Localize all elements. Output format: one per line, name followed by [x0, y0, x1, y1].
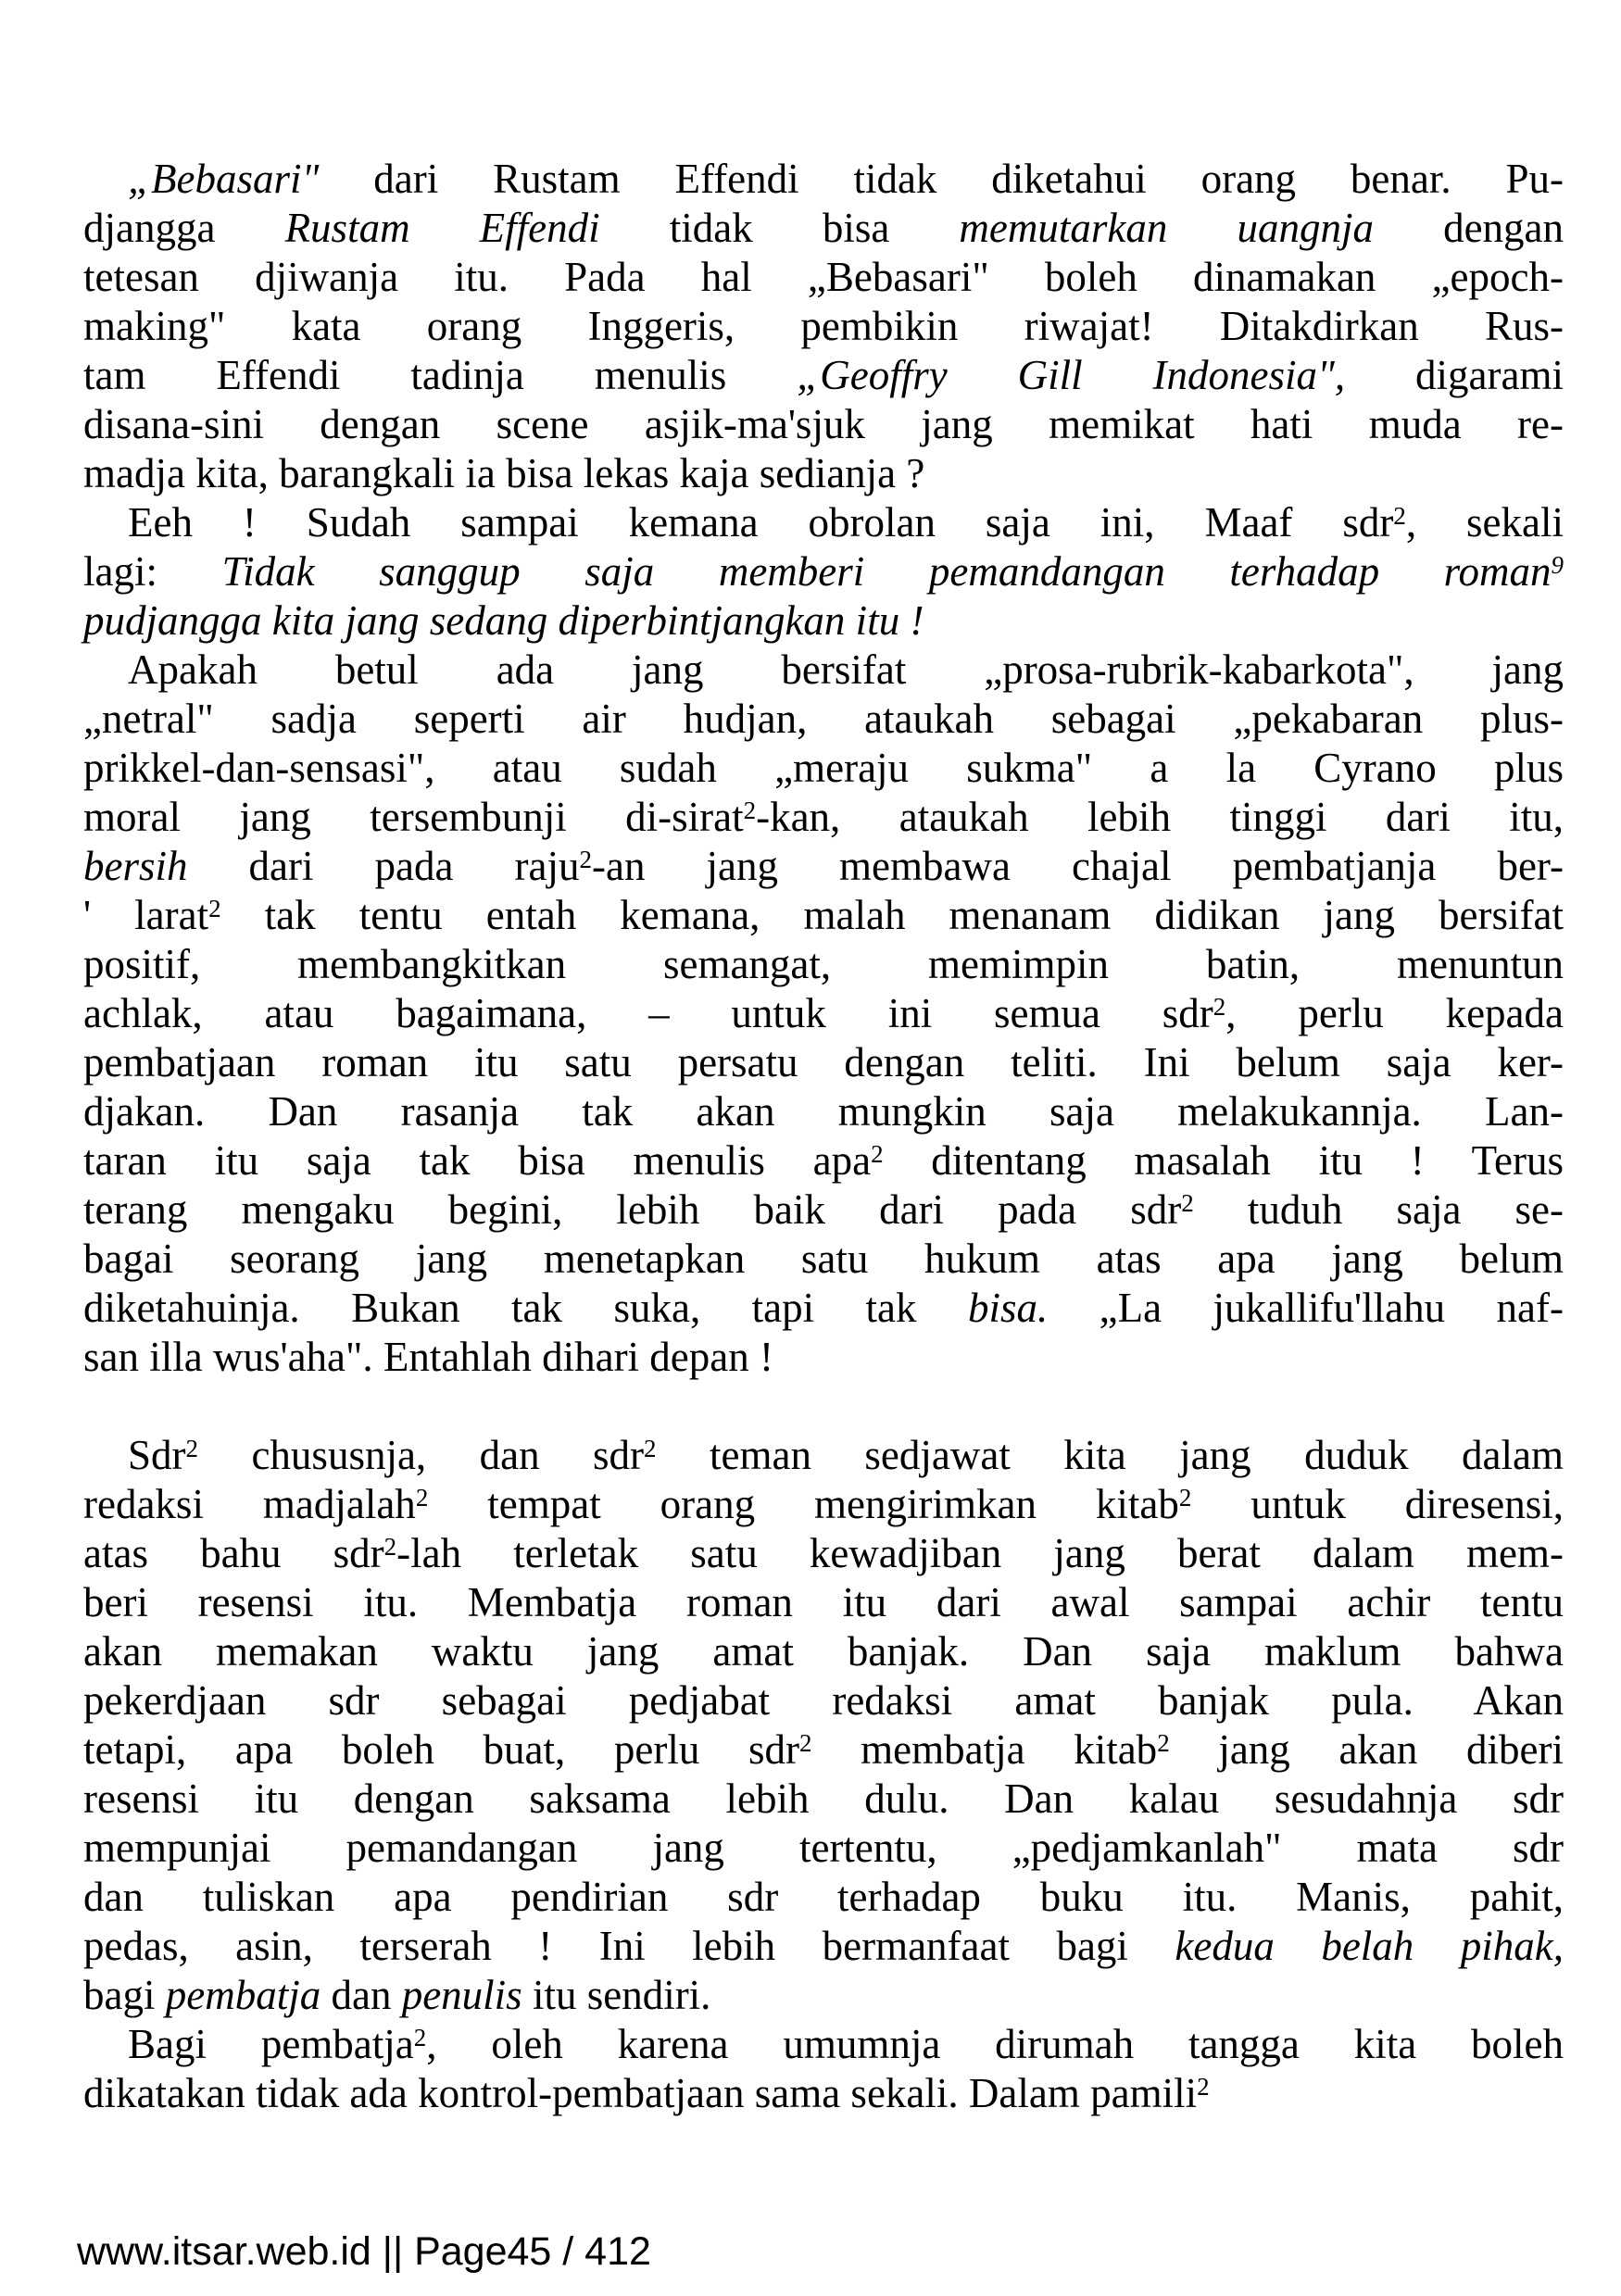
- superscript: 2: [413, 2023, 427, 2051]
- superscript: 2: [743, 796, 757, 824]
- superscript: 2: [383, 1532, 397, 1561]
- text-line-3: tetesan djiwanja itu. Pada hal „Bebasari" boleh dinamakan „epoch-: [83, 254, 1564, 300]
- text-line-13: prikkel-dan-sensasi", atau sudah „meraju sukma" a la Cyrano plus: [83, 745, 1564, 791]
- text-line-20: djakan. Dan rasanja tak akan mungkin saja melakukannja. Lan-: [83, 1088, 1564, 1135]
- text-line-32: tetapi, apa boleh buat, perlu sdr$^2$ membatja kitab$^2$ jang akan diberi: [83, 1726, 1564, 1773]
- text-line-34: mempunjai pemandangan jang tertentu, „pedjamkanlah" mata sdr: [83, 1825, 1564, 1871]
- text-line-29: beri resensi itu. Membatja roman itu dari awal sampai achir tentu: [83, 1579, 1564, 1625]
- text-line-33: resensi itu dengan saksama lebih dulu. Dan kalau sesudahnja sdr: [83, 1775, 1564, 1822]
- italic-text: bersih: [83, 843, 188, 889]
- superscript: 2: [1393, 501, 1406, 530]
- text-line-16: ' larat$^2$ tak tentu entah kemana, malah menanam didikan jang bersifat: [83, 892, 1564, 938]
- superscript: 2: [1213, 992, 1226, 1021]
- text-line-7: madja kita, barangkali ia bisa lekas kaja sedianja ?: [83, 450, 925, 496]
- text-line-38: Bagi pembatja$^2$, oleh karena umumnja dirumah tangga kita boleh: [128, 2021, 1564, 2067]
- text-line-36: pedas, asin, terserah ! Ini lebih bermanfaat bagi kedua belah pihak,: [83, 1923, 1564, 1969]
- text-line-15: bersih dari pada raju$^2$-an jang membawa chajal pembatjanja ber-: [83, 843, 1564, 889]
- text-line-30: akan memakan waktu jang amat banjak. Dan saja maklum bahwa: [83, 1628, 1564, 1675]
- text-block: [83, 155, 1564, 2118]
- text-line-10: [83, 596, 1564, 646]
- superscript: 2: [799, 1728, 812, 1757]
- italic-text: penulis: [401, 1972, 522, 2018]
- italic-text: pudjangga kita jang sedang diperbintjangkan itu !: [83, 597, 924, 644]
- text-line-6: disana-sini dengan scene asjik-ma'sjuk jang memikat hati muda re-: [83, 401, 1564, 447]
- text-line-22: terang mengaku begini, lebih baik dari pada sdr$^2$ tuduh saja se-: [83, 1186, 1564, 1233]
- text-line-1: „Bebasari" dari Rustam Effendi tidak diketahui orang benar. Pu-: [128, 156, 1564, 202]
- text-line-35: dan tuliskan apa pendirian sdr terhadap buku itu. Manis, pahit,: [83, 1874, 1564, 1920]
- italic-text: Rustam Effendi: [284, 205, 600, 251]
- superscript: 9: [1551, 550, 1564, 579]
- italic-text: „Bebasari": [128, 156, 320, 202]
- italic-text: kedua belah pihak,: [1175, 1923, 1564, 1969]
- text-line-23: bagai seorang jang menetapkan satu hukum atas apa jang belum: [83, 1236, 1564, 1282]
- superscript: 2: [185, 1434, 199, 1462]
- superscript: 2: [415, 1483, 429, 1512]
- superscript: 2: [644, 1434, 657, 1462]
- text-line-25: san illa wus'aha". Entahlah dihari depan !: [83, 1334, 773, 1380]
- text-line-14: moral jang tersembunji di-sirat$^2$-kan, ataukah lebih tinggi dari itu,: [83, 794, 1564, 840]
- italic-text: „Geoffry Gill Indonesia",: [797, 352, 1346, 398]
- superscript: 2: [1157, 1728, 1170, 1757]
- text-line-37: bagi pembatja dan penulis itu sendiri.: [83, 1972, 711, 2018]
- page-footer-watermark: www.itsar.web.id || Page45 / 412: [77, 2229, 651, 2274]
- text-line-28: atas bahu sdr$^2$-lah terletak satu kewadjiban jang berat dalam mem-: [83, 1530, 1564, 1576]
- text-line-5: tam Effendi tadinja menulis „Geoffry Gill Indonesia", digarami: [83, 352, 1564, 398]
- superscript: 2: [1197, 2072, 1210, 2101]
- italic-text: bisa.: [967, 1285, 1049, 1331]
- text-line-8: Eeh ! Sudah sampai kemana obrolan saja ini, Maaf sdr$^2$, sekali: [128, 499, 1564, 546]
- text-line-19: pembatjaan roman itu satu persatu dengan teliti. Ini belum saja ker-: [83, 1039, 1564, 1085]
- superscript: 2: [871, 1139, 884, 1168]
- text-line-11: Apakah betul ada jang bersifat „prosa-rubrik-kabarkota", jang: [128, 646, 1564, 693]
- text-line-17: positif, membangkitkan semangat, memimpin batin, menuntun: [83, 941, 1564, 987]
- superscript: 2: [208, 894, 221, 922]
- text-line-31: pekerdjaan sdr sebagai pedjabat redaksi amat banjak pula. Akan: [83, 1677, 1564, 1724]
- text-line-9: lagi: Tidak sanggup saja memberi pemandangan terhadap roman$^9$: [83, 548, 1564, 595]
- text-line-12: „netral" sadja seperti air hudjan, ataukah sebagai „pekabaran plus-: [83, 696, 1564, 742]
- text-line-26: Sdr$^2$ chususnja, dan sdr$^2$ teman sedjawat kita jang duduk dalam: [128, 1432, 1564, 1478]
- text-line-39: dikatakan tidak ada kontrol-pembatjaan sama sekali. Dalam pamili$^2$: [83, 2070, 1210, 2116]
- text-line-2: djangga Rustam Effendi tidak bisa memutarkan uangnja dengan: [83, 205, 1564, 251]
- text-line-27: redaksi madjalah$^2$ tempat orang mengirimkan kitab$^2$ untuk diresensi,: [83, 1481, 1564, 1527]
- superscript: 2: [579, 845, 593, 873]
- text-line-18: achlak, atau bagaimana, – untuk ini semua sdr$^2$, perlu kepada: [83, 990, 1564, 1036]
- text-line-21: taran itu saja tak bisa menulis apa$^2$ ditentang masalah itu ! Terus: [83, 1137, 1564, 1184]
- superscript: 2: [1181, 1188, 1194, 1217]
- italic-text: pembatja: [165, 1972, 321, 2018]
- text-line-24: diketahuinja. Bukan tak suka, tapi tak bisa. „La jukallifu'llahu naf-: [83, 1285, 1564, 1331]
- text-line-4: making" kata orang Inggeris, pembikin riwajat! Ditakdirkan Rus-: [83, 303, 1564, 349]
- italic-text: memutarkan uangnja: [959, 205, 1374, 251]
- italic-text: Tidak sanggup saja memberi pemandangan terhadap roman$^9$: [221, 548, 1564, 595]
- superscript: 2: [1178, 1483, 1192, 1512]
